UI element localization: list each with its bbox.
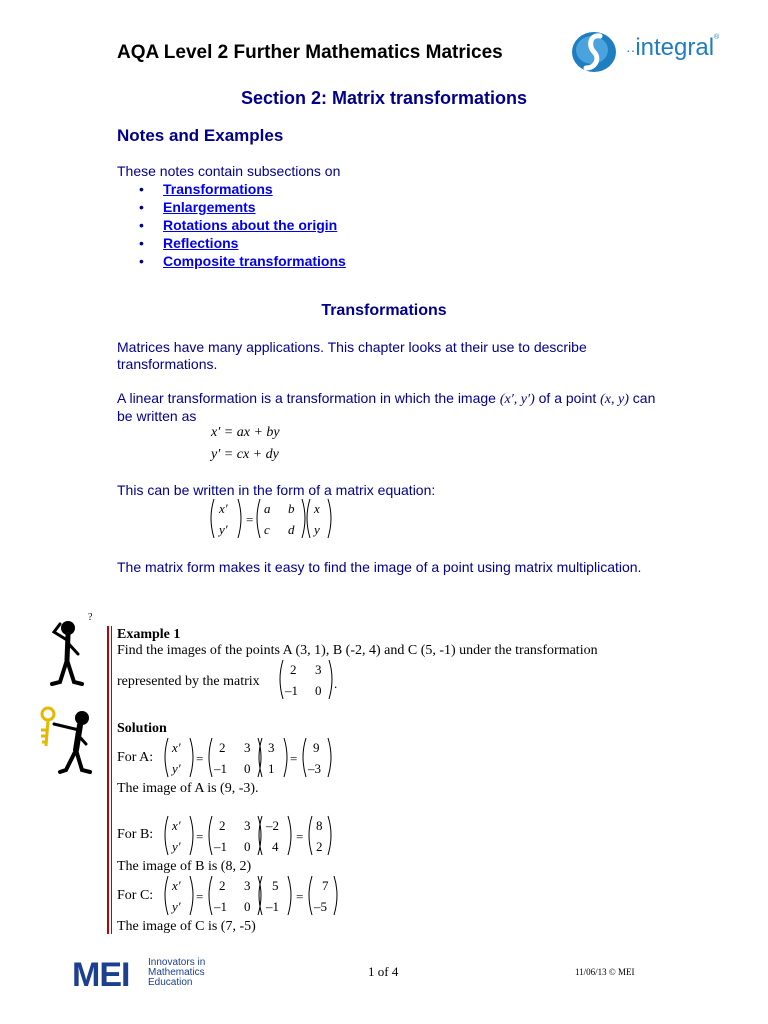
matrix-equation-general [208, 497, 338, 548]
paragraph-linear-def: A linear transformation is a transformation in which the image (x′, y′) of a point (x, y) can be written as [117, 390, 656, 424]
toc-item [117, 234, 346, 252]
matrix-d: d [288, 522, 295, 537]
solution-a-label: For A: [117, 750, 154, 765]
toc-link-rotations[interactable]: Rotations about the origin [163, 217, 338, 233]
toc-link-reflections[interactable]: Reflections [163, 235, 239, 251]
example-margin-line-inner [111, 626, 112, 934]
toc-item [117, 198, 346, 216]
svg-text:=: = [196, 889, 204, 904]
svg-text:8: 8 [316, 818, 323, 833]
svg-text:?: ? [88, 612, 93, 623]
example-question: Find the images of the points A (3, 1), B (-2, 4) and C (5, -1) under the transformation [117, 643, 598, 658]
mei-logo [72, 956, 232, 997]
svg-text:3: 3 [244, 740, 251, 755]
matrix-lhs-x: x′ [219, 501, 228, 516]
solution-c-equation [162, 874, 342, 925]
svg-text:–1: –1 [266, 899, 279, 914]
solution-b-equation [162, 814, 342, 865]
notes-heading: Notes and Examples [117, 126, 284, 145]
matrix-equation-svg [208, 497, 338, 543]
svg-text:y′: y′ [172, 761, 181, 776]
toc-link-composite[interactable]: Composite transformations [163, 253, 346, 269]
paragraph-matrix-form: This can be written in the form of a matrix equation: [117, 482, 436, 498]
subsection-list [117, 180, 346, 270]
svg-text:=: = [196, 751, 204, 766]
svg-text:5: 5 [272, 878, 279, 893]
svg-text:–1: –1 [214, 899, 227, 914]
svg-text:Innovators in: Innovators in [148, 957, 206, 968]
m21: –1 [285, 683, 298, 698]
svg-text:9: 9 [313, 740, 320, 755]
svg-text:3: 3 [268, 740, 275, 755]
paragraph-applications: Matrices have many applications. This chapter looks at their use to describe transformations. [117, 339, 587, 372]
svg-text:x′: x′ [172, 818, 181, 833]
svg-text:3: 3 [244, 878, 251, 893]
solution-title: Solution [117, 721, 167, 736]
equals-sign: = [246, 512, 254, 527]
example-period: . [334, 676, 338, 691]
solution-b-result: The image of B is (8, 2) [117, 859, 252, 874]
svg-text:=: = [296, 889, 304, 904]
page-number: 1 of 4 [368, 964, 399, 979]
svg-text:x′: x′ [172, 740, 181, 755]
svg-text:–5: –5 [314, 899, 327, 914]
solution-a-result: The image of A is (9, -3). [117, 781, 259, 796]
example-matrix [277, 658, 347, 709]
svg-text:=: = [296, 829, 304, 844]
matrix-a: a [264, 501, 271, 516]
m22: 0 [315, 683, 322, 698]
toc-item [117, 216, 346, 234]
svg-text:2: 2 [219, 878, 226, 893]
example-margin-line [107, 626, 109, 934]
matrix-rhs-x: x [314, 501, 320, 516]
svg-text:0: 0 [244, 761, 251, 776]
svg-text:3: 3 [244, 818, 251, 833]
key-figure-icon [36, 704, 100, 785]
matrix-lhs-y: y′ [219, 522, 228, 537]
section-title: Section 2: Matrix transformations [240, 88, 528, 108]
svg-text:y′: y′ [172, 839, 181, 854]
toc-item [117, 180, 346, 198]
equation-y: y′ = cx + dy [211, 447, 279, 462]
example-title: Example 1 [117, 627, 181, 642]
svg-text:0: 0 [244, 899, 251, 914]
svg-text:7: 7 [322, 878, 329, 893]
svg-text:2: 2 [316, 839, 323, 854]
matrix-rhs-y: y [314, 522, 320, 537]
svg-text:=: = [290, 751, 298, 766]
subsection-heading: Transformations [321, 302, 447, 319]
svg-text:–3: –3 [308, 761, 321, 776]
solution-b-label: For B: [117, 827, 154, 842]
svg-text:0: 0 [244, 839, 251, 854]
equation-x: x′ = ax + by [211, 425, 280, 440]
matrix-b: b [288, 501, 295, 516]
mei-logo-text: MEI [72, 956, 130, 992]
svg-text:Mathematics: Mathematics [148, 967, 205, 978]
solution-a-equation [162, 736, 342, 787]
solution-c-result: The image of C is (7, -5) [117, 919, 256, 934]
svg-text:y′: y′ [172, 899, 181, 914]
thinking-figure-icon [40, 610, 100, 695]
svg-text:4: 4 [272, 839, 279, 854]
svg-text:Education: Education [148, 977, 193, 988]
matrix-c: c [264, 522, 270, 537]
svg-text:2: 2 [219, 818, 226, 833]
m12: 3 [315, 662, 322, 677]
svg-text:–2: –2 [266, 818, 279, 833]
footer-date: 11/06/13 © MEI [575, 967, 635, 977]
m11: 2 [290, 662, 297, 677]
svg-text:–1: –1 [214, 839, 227, 854]
integral-logo-text: ··integral® [626, 34, 720, 61]
example-question-2: represented by the matrix [117, 674, 260, 689]
toc-link-enlargements[interactable]: Enlargements [163, 199, 256, 215]
solution-c-label: For C: [117, 888, 154, 903]
svg-text:2: 2 [219, 740, 226, 755]
svg-text:–1: –1 [214, 761, 227, 776]
integral-logo-icon [570, 26, 622, 78]
svg-text:x′: x′ [172, 878, 181, 893]
toc-link-transformations[interactable]: Transformations [163, 181, 273, 197]
intro-text: These notes contain subsections on [117, 163, 341, 179]
svg-text:=: = [196, 829, 204, 844]
document-title: AQA Level 2 Further Mathematics Matrices [117, 42, 503, 63]
paragraph-matrix-multiplication: The matrix form makes it easy to find the image of a point using matrix multiplication. [117, 559, 642, 575]
svg-text:1: 1 [268, 761, 275, 776]
toc-item [117, 252, 346, 270]
